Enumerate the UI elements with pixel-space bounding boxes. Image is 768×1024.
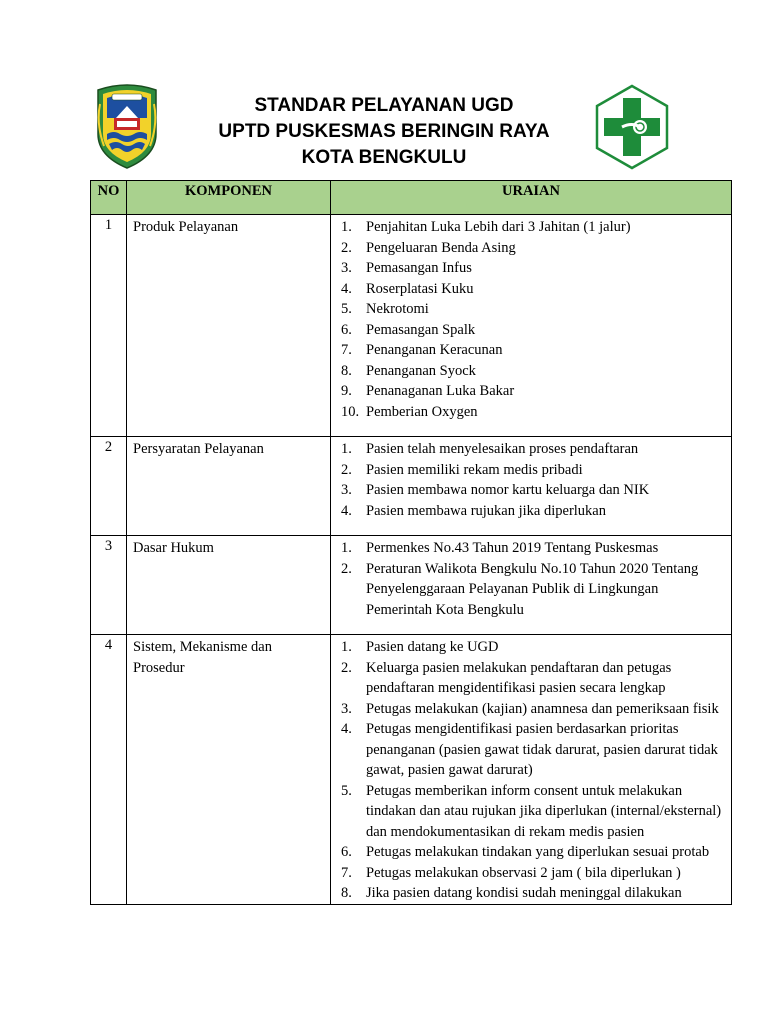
title-line-2: UPTD PUSKESMAS BERINGIN RAYA bbox=[218, 121, 550, 142]
list-item-text: Peraturan Walikota Bengkulu No.10 Tahun 2020 Tentang Penyelenggaraan Pelayanan Publik di Lingkungan Pemerintah Kota Bengkulu bbox=[366, 560, 699, 618]
list-item-text: Keluarga pasien melakukan pendaftaran dan petugas pendaftaran mengidentifikasi pasien secara lengkap bbox=[366, 659, 672, 696]
list-item-text: Penjahitan Luka Lebih dari 3 Jahitan (1 jalur) bbox=[366, 219, 631, 235]
list-item bbox=[341, 279, 725, 300]
list-item-text: Petugas memberikan inform consent untuk melakukan tindakan dan atau rujukan jika diperlukan (internal/eksternal) dan mendokumentasikan di rekam medis pasien bbox=[366, 782, 722, 840]
header-komponen: KOMPONEN bbox=[127, 181, 331, 215]
list-item bbox=[341, 258, 725, 279]
uraian-list bbox=[341, 217, 725, 422]
list-item bbox=[341, 299, 725, 320]
list-item bbox=[341, 842, 725, 863]
list-item-number: 7. bbox=[341, 342, 352, 358]
list-item-text: Pemberian Oxygen bbox=[366, 403, 478, 420]
list-item-number: 4. bbox=[341, 721, 352, 737]
row-komponen: Produk Pelayanan bbox=[127, 215, 331, 437]
list-item-text: Roserplatasi Kuku bbox=[366, 280, 474, 297]
list-item-text: Pasien datang ke UGD bbox=[366, 639, 499, 655]
list-item bbox=[341, 439, 725, 460]
service-standard-table bbox=[90, 180, 732, 905]
list-item bbox=[341, 480, 725, 501]
title-line-3: KOTA BENGKULU bbox=[301, 147, 467, 168]
list-item bbox=[341, 781, 725, 843]
list-item bbox=[341, 217, 725, 238]
list-item-text: Nekrotomi bbox=[366, 301, 429, 317]
list-item-number: 8. bbox=[341, 362, 352, 379]
list-item-number: 3. bbox=[341, 482, 352, 498]
puskesmas-cross-logo-icon bbox=[594, 84, 670, 170]
row-uraian bbox=[331, 635, 732, 905]
row-komponen: Sistem, Mekanisme dan Prosedur bbox=[127, 635, 331, 905]
list-item bbox=[341, 460, 725, 481]
list-item-number: 2. bbox=[341, 461, 352, 478]
list-item bbox=[341, 238, 725, 259]
list-item-text: Jika pasien datang kondisi sudah meninggal dilakukan bbox=[366, 885, 682, 901]
table-row bbox=[91, 635, 732, 905]
list-item bbox=[341, 719, 725, 781]
uraian-list bbox=[341, 439, 725, 521]
list-item-number: 9. bbox=[341, 383, 352, 399]
kota-bengkulu-emblem-icon bbox=[92, 84, 162, 170]
row-number: 2 bbox=[91, 437, 127, 536]
list-item bbox=[341, 381, 725, 402]
list-item-text: Penanganan Keracunan bbox=[366, 342, 503, 358]
list-item-number: 3. bbox=[341, 700, 352, 717]
list-item-text: Petugas melakukan (kajian) anamnesa dan pemeriksaan fisik bbox=[366, 700, 719, 717]
list-item-number: 8. bbox=[341, 885, 352, 901]
header-no: NO bbox=[91, 181, 127, 215]
list-item-text: Penanaganan Luka Bakar bbox=[366, 383, 515, 399]
row-number: 1 bbox=[91, 215, 127, 437]
list-item bbox=[341, 863, 725, 884]
list-item-number: 6. bbox=[341, 321, 352, 338]
list-item bbox=[341, 501, 725, 522]
list-item-number: 1. bbox=[341, 219, 352, 235]
list-item-number: 4. bbox=[341, 280, 352, 297]
list-item-number: 7. bbox=[341, 864, 352, 881]
list-item-number: 6. bbox=[341, 844, 352, 860]
row-uraian bbox=[331, 536, 732, 635]
list-item bbox=[341, 699, 725, 720]
list-item-text: Penanganan Syock bbox=[366, 362, 476, 379]
list-item-number: 2. bbox=[341, 659, 352, 676]
list-item-text: Pasien membawa nomor kartu keluarga dan NIK bbox=[366, 482, 650, 498]
list-item bbox=[341, 538, 725, 559]
list-item-number: 2. bbox=[341, 239, 352, 256]
list-item-text: Pemasangan Infus bbox=[366, 260, 472, 276]
list-item-number: 5. bbox=[341, 782, 352, 799]
list-item bbox=[341, 340, 725, 361]
list-item-text: Pasien telah menyelesaikan proses pendaftaran bbox=[366, 441, 639, 457]
list-item-text: Pengeluaran Benda Asing bbox=[366, 239, 516, 256]
uraian-list bbox=[341, 637, 725, 904]
list-item-text: Pemasangan Spalk bbox=[366, 321, 476, 338]
list-item bbox=[341, 658, 725, 699]
list-item-text: Petugas mengidentifikasi pasien berdasarkan prioritas penanganan (pasien gawat tidak darurat, pasien darurat tidak gawat, pasien gawat darurat) bbox=[366, 721, 718, 778]
row-komponen: Persyaratan Pelayanan bbox=[127, 437, 331, 536]
list-item-text: Petugas melakukan observasi 2 jam ( bila diperlukan ) bbox=[366, 864, 681, 881]
uraian-list bbox=[341, 538, 725, 620]
table-header-row bbox=[91, 181, 732, 215]
row-uraian bbox=[331, 437, 732, 536]
list-item-number: 1. bbox=[341, 540, 352, 556]
list-item-text: Permenkes No.43 Tahun 2019 Tentang Puskesmas bbox=[366, 540, 659, 556]
row-number: 4 bbox=[91, 635, 127, 905]
row-number: 3 bbox=[91, 536, 127, 635]
row-uraian bbox=[331, 215, 732, 437]
list-item bbox=[341, 320, 725, 341]
row-komponen: Dasar Hukum bbox=[127, 536, 331, 635]
table-row bbox=[91, 215, 732, 437]
list-item-number: 4. bbox=[341, 502, 352, 519]
list-item-number: 5. bbox=[341, 301, 352, 317]
list-item-text: Petugas melakukan tindakan yang diperlukan sesuai protab bbox=[366, 844, 710, 860]
table-row bbox=[91, 536, 732, 635]
list-item bbox=[341, 402, 725, 423]
list-item bbox=[341, 559, 725, 621]
list-item-text: Pasien membawa rujukan jika diperlukan bbox=[366, 502, 606, 519]
header-uraian: URAIAN bbox=[331, 181, 732, 215]
table-body bbox=[91, 215, 732, 905]
list-item bbox=[341, 361, 725, 382]
list-item-number: 1. bbox=[341, 441, 352, 457]
list-item-number: 1. bbox=[341, 639, 352, 655]
list-item-text: Pasien memiliki rekam medis pribadi bbox=[366, 461, 583, 478]
list-item-number: 10. bbox=[341, 403, 360, 420]
list-item bbox=[341, 637, 725, 658]
list-item bbox=[341, 883, 725, 904]
list-item-number: 2. bbox=[341, 560, 352, 577]
list-item-number: 3. bbox=[341, 260, 352, 276]
title-line-1: STANDAR PELAYANAN UGD bbox=[254, 95, 514, 116]
table-row bbox=[91, 437, 732, 536]
document-title bbox=[180, 93, 588, 171]
